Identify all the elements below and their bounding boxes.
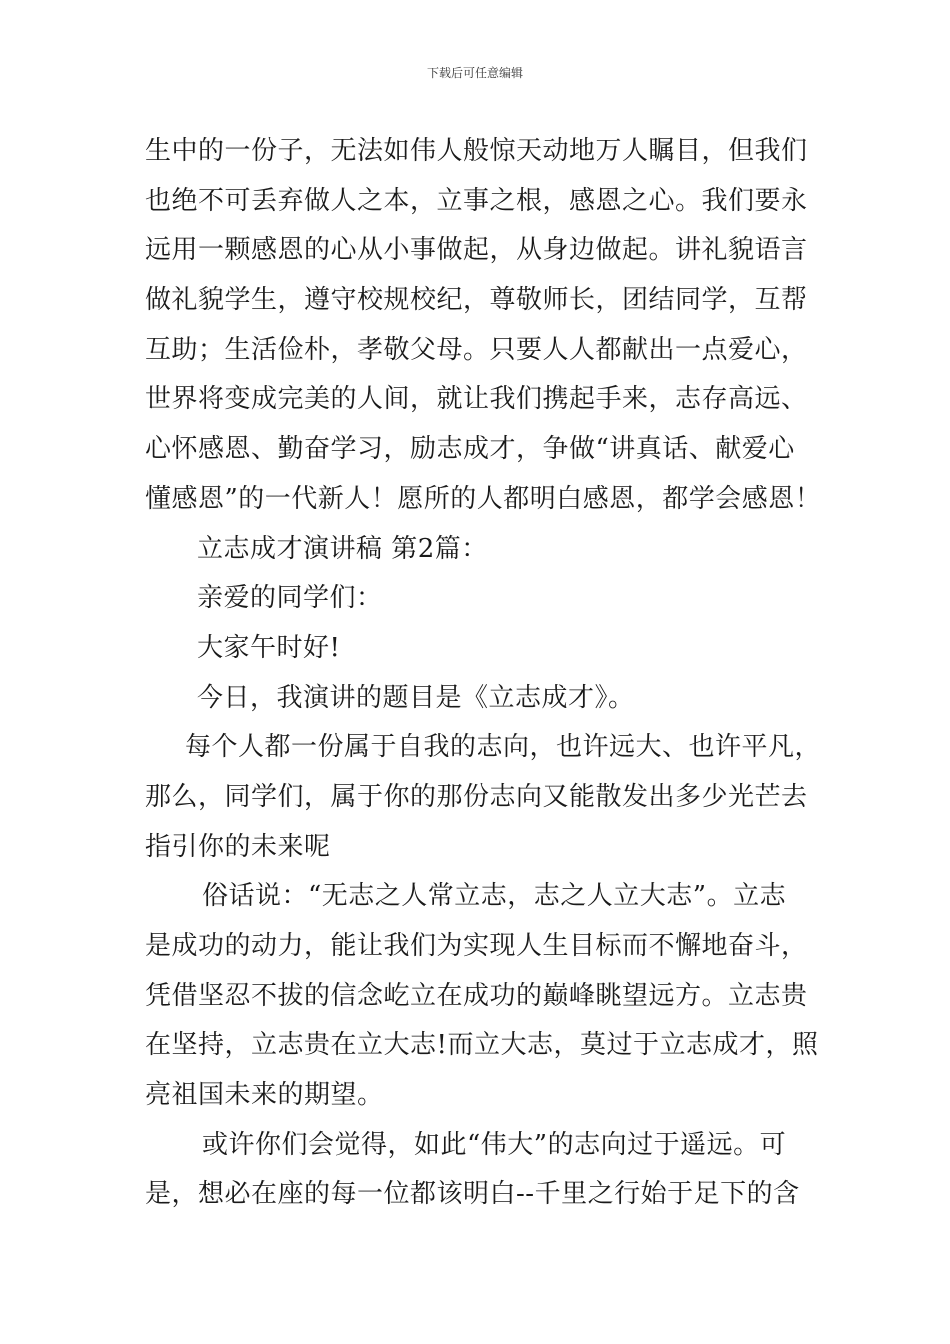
- greeting: 大家午时好!: [197, 632, 341, 663]
- text-line: 是，想必在座的每一位都该明白--千里之行始于足下的含: [145, 1179, 800, 1210]
- document-body: [145, 127, 822, 1220]
- text-line: 凭借坚忍不拔的信念屹立在成功的巅峰眺望远方。立志贵: [145, 980, 808, 1011]
- text-line: 在坚持，立志贵在立大志!而立大志，莫过于立志成才，照: [145, 1030, 819, 1061]
- text-line: 亮祖国未来的期望。: [145, 1080, 384, 1111]
- text-line: 生中的一份子，无法如伟人般惊天动地万人瞩目，但我们: [145, 136, 808, 166]
- paragraph-start: 每个人都一份属于自我的志向，也许远大、也许平凡，: [185, 732, 822, 763]
- salutation: 亲爱的同学们：: [197, 583, 383, 614]
- text-line: 互助；生活俭朴，孝敬父母。只要人人都献出一点爱心，: [145, 334, 808, 365]
- text-line: 指引你的未来呢: [145, 831, 331, 862]
- paragraph-start: 或许你们会觉得，如此“伟大”的志向过于遥远。可: [202, 1129, 787, 1160]
- paragraph-start: 俗话说：“无志之人常立志，志之人立大志”。立志: [202, 881, 787, 912]
- text-line: 心怀感恩、勤奋学习，励志成才，争做“讲真话、献爱心: [145, 434, 795, 465]
- text-line: 懂感恩”的一代新人！愿所的人都明白感恩，都学会感恩！: [145, 483, 822, 514]
- text-line: 是成功的动力，能让我们为实现人生目标而不懈地奋斗，: [145, 931, 808, 961]
- text-line: 也绝不可丢弃做人之本，立事之根，感恩之心。我们要永: [145, 185, 808, 216]
- text-line: 远用一颗感恩的心从小事做起，从身边做起。讲礼貌语言: [145, 235, 808, 266]
- page-header: 下载后可任意编辑: [426, 66, 523, 80]
- text-line: 今日，我演讲的题目是《立志成才》。: [197, 682, 635, 713]
- text-line: 世界将变成完美的人间，就让我们携起手来，志存高远、: [145, 384, 808, 415]
- text-line: 那么，同学们，属于你的那份志向又能散发出多少光芒去: [145, 781, 808, 812]
- text-line: 做礼貌学生，遵守校规校纪，尊敬师长，团结同学，互帮: [145, 285, 808, 316]
- section-heading: 立志成才演讲稿 第2篇：: [197, 533, 488, 564]
